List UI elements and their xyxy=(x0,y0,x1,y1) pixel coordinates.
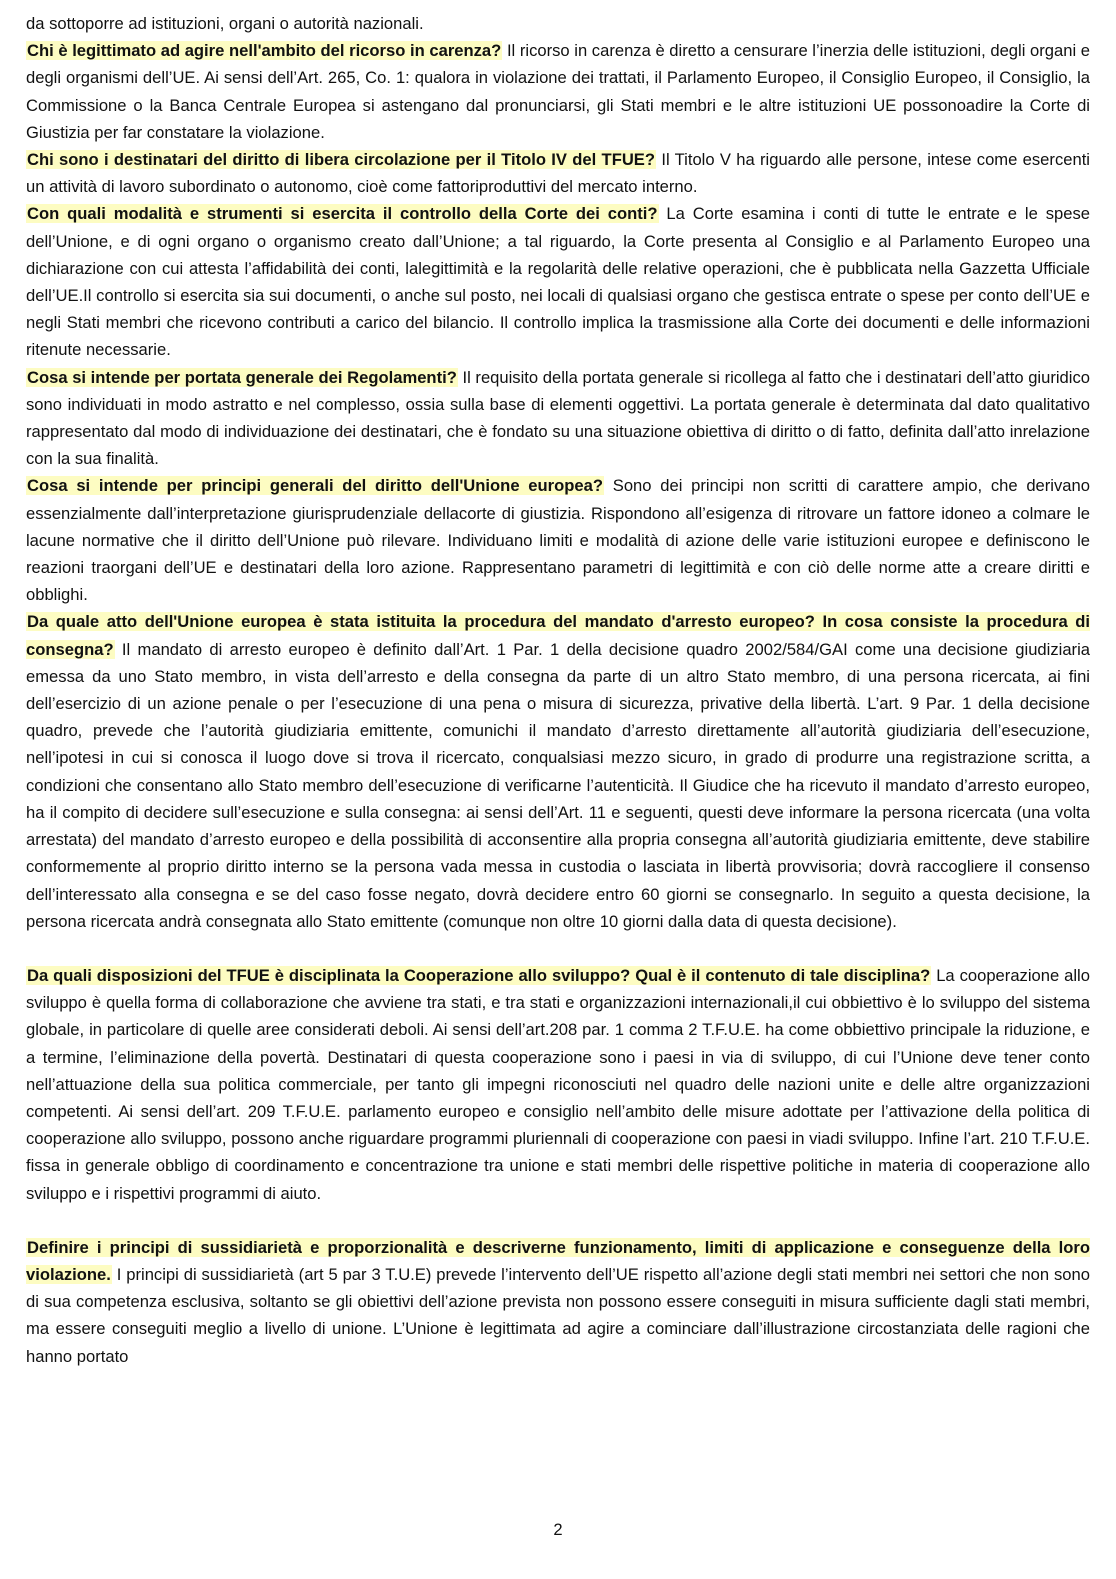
question: Con quali modalità e strumenti si esercita il controllo della Corte dei conti? xyxy=(27,204,658,224)
answer: I principi di sussidiarietà (art 5 par 3 T.U.E) prevede l’intervento dell’UE rispetto all’azione degli stati membri nei settori che non sono di sua competenza esclusiva, soltanto se gli obiettivi dell’azione prevista non possono essere conseguiti in misura sufficiente dagli stati membri, ma essere conseguiti meglio a livello di unione. L’Unione è legittimata ad agire a cominciare dall’illustrazione circostanziata delle ragioni che hanno portato xyxy=(26,1264,1090,1366)
page-number: 2 xyxy=(553,1520,563,1539)
qa-block xyxy=(26,146,1090,200)
qa-block xyxy=(26,962,1090,1207)
answer: Il mandato di arresto europeo è definito dall’Art. 1 Par. 1 della decisione quadro 2002/584/GAI come una decisione giudiziaria emessa da uno Stato membro, in vista dell’arresto e della consegna da parte di un altro Stato membro, di una persona ricercata, ai fini dell’esercizio di un azione penale o per l’esecuzione di una pena o misura di sicurezza, privative della libertà. L’art. 9 Par. 1 della decisione quadro, prevede che l’autorità giudiziaria emittente, comunichi il mandato d’arresto direttamente all’autorità giudiziaria dell’esecuzione, nell’ipotesi in cui si conosca il luogo dove si trova il ricercato, conqualsiasi mezzo sicuro, in grado di produrre una registrazione scritta, a condizioni che consentano allo Stato membro dell’esecuzione di verificarne l’autenticità. Il Giudice che ha ricevuto il mandato d’arresto europeo, ha il compito di decidere sull’esecuzione e sulla consegna: ai sensi dell’Art. 11 e seguenti, questi deve informare la persona ricercata (una volta arrestata) del mandato d’arresto europeo e della possibilità di acconsentire alla propria consegna all’autorità giudiziaria emittente, deve stabilire conformemente al proprio diritto interno se la persona vada messa in custodia o lasciata in libertà provvisoria; dovrà raccogliere il consenso dell’interessato alla consegna e se del caso fosse negato, dovrà decidere entro 60 giorni se consegnarlo. In seguito a questa decisione, la persona ricercata andrà consegnata allo Stato emittente (comunque non oltre 10 giorni dalla data di questa decisione). xyxy=(26,639,1090,931)
intro-paragraph: da sottoporre ad istituzioni, organi o autorità nazionali. xyxy=(26,14,424,33)
question: Chi sono i destinatari del diritto di libera circolazione per il Titolo IV del TFUE? xyxy=(27,150,656,170)
question: Da quali disposizioni del TFUE è disciplinata la Cooperazione allo sviluppo? Qual è il contenuto di tale disciplina? xyxy=(27,965,931,985)
question: Cosa si intende per principi generali del diritto dell'Unione europea? xyxy=(27,476,603,496)
qa-block xyxy=(26,472,1090,608)
qa-block xyxy=(26,364,1090,473)
question: Definire i principi di sussidiarietà e proporzionalità e descriverne funzionamento, limiti di applicazione e conseguenze della loro violazione. xyxy=(26,1237,1090,1284)
answer: Sono dei principi non scritti di carattere ampio, che derivano essenzialmente dall’interpretazione giurisprudenziale dellacorte di giustizia. Rispondono all’esigenza di ritrovare un fattore idoneo a colmare le lacune normative che il diritto dell’Unione può rilevare. Individuano limiti e modalità di azione delle varie istituzioni europee e definiscono le reazioni traorgani dell’UE e destinatari della loro azione. Rappresentano parametri di legittimità e con ciò delle norme atte a creare diritti e obblighi. xyxy=(26,476,1090,605)
qa-block xyxy=(26,37,1090,146)
answer: La cooperazione allo sviluppo è quella forma di collaborazione che avviene tra stati, e tra stati e organizzazioni internazionali,il cui obbiettivo è lo sviluppo del sistema globale, in particolare di quelle aree considerati deboli. Ai sensi dell’art.208 par. 1 comma 2 T.F.U.E. ha come obbiettivo principale la riduzione, e a termine, l’eliminazione della povertà. Destinatari di questa cooperazione sono i paesi in via di sviluppo, di cui l’Unione deve tener conto nell’attuazione della sua politica commerciale, per tanto gli impegni riconosciuti nel quadro delle nazioni unite e delle altre organizzazioni competenti. Ai sensi dell’art. 209 T.F.U.E. parlamento europeo e consiglio nell’ambito delle misure adottate per l’attivazione della politica di cooperazione allo sviluppo, possono anche riguardare programmi pluriennali di cooperazione con paesi in viadi sviluppo. Infine l’art. 210 T.F.U.E. fissa in generale obbligo di coordinamento e concentrazione tra unione e stati membri delle rispettive politiche in materia di cooperazione allo sviluppo e i rispettivi programmi di aiuto. xyxy=(26,965,1090,1203)
question: Da quale atto dell'Unione europea è stata istituita la procedura del mandato d'arresto europeo? In cosa consiste la procedura di consegna? xyxy=(26,612,1090,659)
question: Chi è legittimato ad agire nell'ambito del ricorso in carenza? xyxy=(27,41,502,61)
qa-block xyxy=(26,1234,1090,1370)
qa-block xyxy=(26,200,1090,363)
question: Cosa si intende per portata generale dei Regolamenti? xyxy=(27,367,457,387)
answer: Il requisito della portata generale si ricollega al fatto che i destinatari dell’atto giuridico sono individuati in modo astratto e nel complesso, ossia sulla base di elementi oggettivi. La portata generale è determinata dal dato qualitativo rappresentato dal modo di individuazione dei destinatari, che è fondato su una situazione obiettiva di diritto o di fatto, definita dall’atto inrelazione con la sua finalità. xyxy=(26,367,1090,469)
qa-block xyxy=(26,608,1090,934)
answer: Il ricorso in carenza è diretto a censurare l’inerzia delle istituzioni, degli organi e degli organismi dell’UE. Ai sensi dell’Art. 265, Co. 1: qualora in violazione dei trattati, il Parlamento Europeo, il Consiglio Europeo, il Consiglio, la Commissione o la Banca Centrale Europea si astengano dal pronunciarsi, gli Stati membri e le altre istituzioni UE possonoadire la Corte di Giustizia per far constatare la violazione. xyxy=(26,41,1090,142)
document-page xyxy=(26,10,1090,1370)
answer: La Corte esamina i conti di tutte le entrate e le spese dell’Unione, e di ogni organo o organismo creato dall’Unione; a tal riguardo, la Corte presenta al Consiglio e al Parlamento Europeo una dichiarazione con cui attesta l’affidabilità dei conti, lalegittimità e la regolarità delle relative operazioni, che è pubblicata nella Gazzetta Ufficiale dell’UE.Il controllo si esercita sia sui documenti, o anche sul posto, nei locali di qualsiasi organo che gestisca entrate o spese per conto dell’UE e negli Stati membri che ricevono contributi a carico del bilancio. Il controllo implica la trasmissione alla Corte dei documenti e delle informazioni ritenute necessarie. xyxy=(26,204,1090,360)
answer: Il Titolo V ha riguardo alle persone, intese come esercenti un attività di lavoro subordinato o autonomo, cioè come fattoriproduttivi del mercato interno. xyxy=(26,150,1090,197)
